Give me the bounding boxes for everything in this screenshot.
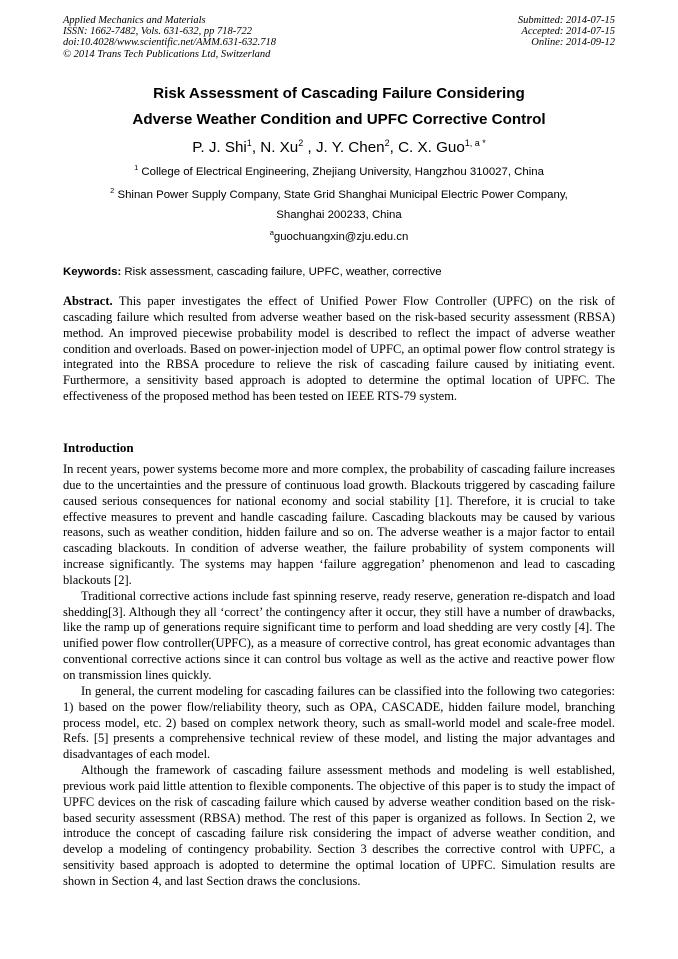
keywords [63,264,615,280]
paragraph: Although the framework of cascading failure assessment methods and modeling is well established, previous work paid little attention to flexible components. The objective of this paper is to study the impact of UPFC devices on the risk of cascading failure which caused by adverse weather condition based on the risk-based security assessment (RBSA) method. The rest of this paper is organized as follows. In Section 2, we introduce the concept of cascading failure risk considering the impact of adverse weather condition, and develop a modeling of contingency probability. Section 3 describes the corrective control with UPFC, a sensitivity based approach is adopted to determine the optimal location of UPFC. Simulation results are shown in Section 4, and last Section draws the conclusions. [63,763,615,888]
author-sup: 1 [246,138,252,148]
author-sup: 2 [384,138,390,148]
journal-name: Applied Mechanics and Materials [63,15,206,26]
affiliation-1 [40,164,638,180]
online-date: Online: 2014-09-12 [531,37,615,49]
affiliation-text: Shinan Power Supply Company, State Grid Shanghai Municipal Electric Power Company, [117,189,568,201]
submitted-date: Submitted: 2014-07-15 [517,15,615,26]
affiliation-2-line-2 [40,207,638,223]
dates-header [518,15,615,49]
paper-title [40,81,638,133]
abstract-label: Abstract. [63,294,113,308]
title-line-2: Adverse Weather Condition and UPFC Corrective Control [132,111,546,128]
paragraph: Traditional corrective actions include fast spinning reserve, ready reserve, generation re-dispatch and load shedding[3]. Although they all ‘correct’ the contingency after it occur, they still have a number of drawbacks, like the ramp up of generations require significant time to perform and load shedding are very costly [4]. The unified power flow controller(UPFC), as a measure of corrective control, has great economic advantages than conventional corrective actions since it can control bus voltage as well as the active and reactive power flow on transmission lines quickly. [63,588,615,682]
author-name: J. Y. Chen [315,139,385,156]
email-sup: a [269,228,274,237]
author-name: N. Xu [260,139,299,156]
paragraph: In general, the current modeling for cascading failures can be classified into the following two categories: 1) based on the power flow/reliability theory, such as OPA, CASCADE, hidden failure model, branching process model, etc. 2) based on complex network theory, such as small-world model and scale-free model. Refs. [5] presents a comprehensive technical review of these model, and listing the major advantages and disadvantages of each model. [63,683,615,762]
keywords-text: Risk assessment, cascading failure, UPFC, weather, corrective [124,266,442,278]
author-email [40,229,638,245]
affiliation-sup: 2 [110,186,115,195]
paragraph: In recent years, power systems become more and more complex, the probability of cascading failure increases due to the uncertainties and the pressure of continuous load growth. Blackouts triggered by cascading failure caused serious consequences for national economy and social stability [1]. Therefore, it is crucial to take effective measures to prevent and handle cascading failure. Cascading blackouts may be caused by various reasons, such as weather condition, hidden failure and so on. The adverse weather is a major factor to entail cascading blackouts. In condition of adverse weather, the failure probability of system components will increase significantly. The systems may happen ‘failure aggregation’ phenomenon and lead to cascading blackouts [2]. [63,462,615,587]
author-name: C. X. Guo [398,139,465,156]
journal-copyright: © 2014 Trans Tech Publications Ltd, Switzerland [63,48,271,60]
affiliation-2 [40,187,638,203]
author-sup: 2 [298,138,304,148]
accepted-date: Accepted: 2014-07-15 [521,26,615,38]
affiliation-sup: 1 [134,163,139,172]
introduction-body [63,462,615,890]
affiliation-text: Shanghai 200233, China [276,209,402,221]
journal-doi: doi:10.4028/www.scientific.net/AMM.631-632.718 [63,37,276,49]
journal-issn: ISSN: 1662-7482, Vols. 631-632, pp 718-722 [63,26,252,38]
email-text: guochuangxin@zju.edu.cn [273,231,409,243]
author-name: P. J. Shi [192,139,247,156]
affiliation-text: College of Electrical Engineering, Zhejiang University, Hangzhou 310027, China [141,166,544,178]
title-line-1: Risk Assessment of Cascading Failure Considering [153,85,525,102]
keywords-label: Keywords: [63,266,122,278]
abstract-text: This paper investigates the effect of Unified Power Flow Controller (UPFC) on the risk of cascading failure which resulted from adverse weather based on the risk-based security assessment (RBSA) method. An improved piecewise probability model is described to reflect the impact of adverse weather condition and overloads. Based on power-injection model of UPFC, an optimal power flow control strategy is integrated into the RBSA procedure to relieve the risk of cascading failure caused by initiating event. Furthermore, a sensitivity based approach is adopted to determine the optimal location of UPFC. The effectiveness of the proposed method has been tested on IEEE RTS-79 system. [63,294,615,404]
author-sup: 1, a * [464,138,486,148]
introduction-heading: Introduction [63,440,134,455]
journal-header [63,15,276,60]
abstract [63,294,615,405]
author-list: P. J. Shi$^1$, N. Xu$^2$ , J. Y. Chen$^2$, C. X. Guo$^{1, a *}$ [192,138,486,156]
